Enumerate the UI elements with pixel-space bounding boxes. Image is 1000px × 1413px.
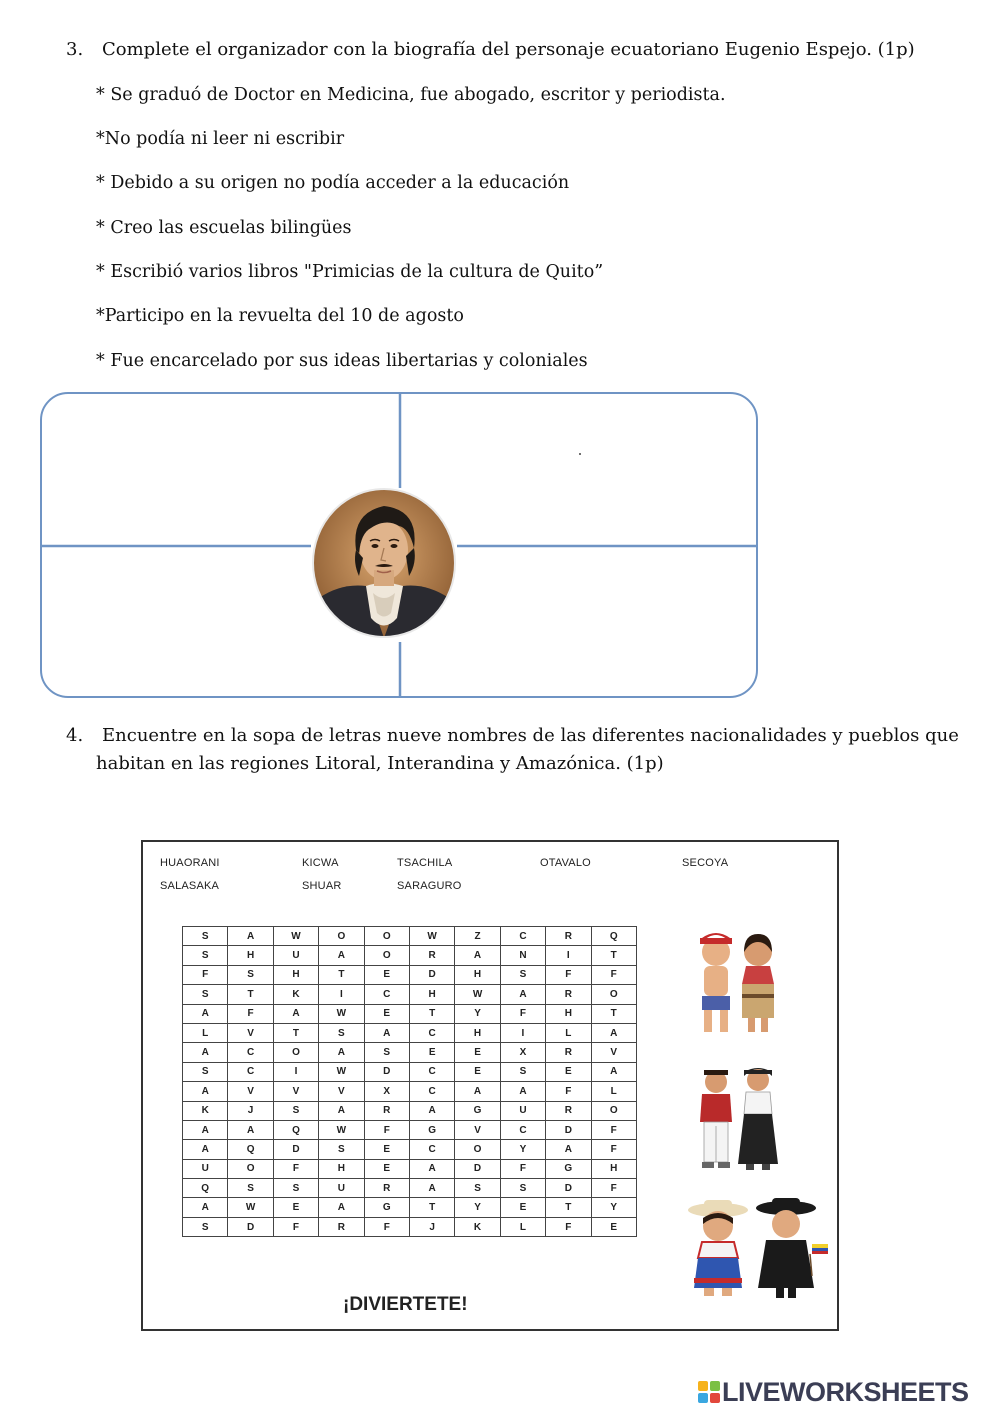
grid-cell[interactable]: L — [183, 1023, 228, 1042]
grid-cell[interactable]: A — [409, 1179, 454, 1198]
grid-row — [183, 1004, 637, 1023]
word-item: SHUAR — [302, 880, 342, 892]
grid-cell[interactable]: D — [546, 1179, 591, 1198]
grid-row — [183, 1082, 637, 1101]
grid-cell[interactable]: S — [500, 1062, 545, 1081]
grid-row — [183, 1023, 637, 1042]
grid-cell[interactable]: T — [591, 946, 636, 965]
grid-cell[interactable]: F — [273, 1217, 318, 1236]
grid-cell[interactable]: F — [546, 965, 591, 984]
grid-cell[interactable]: S — [183, 946, 228, 965]
grid-cell[interactable]: O — [364, 927, 409, 946]
grid-cell[interactable]: H — [546, 1004, 591, 1023]
grid-cell[interactable]: A — [455, 946, 500, 965]
grid-cell[interactable]: F — [273, 1159, 318, 1178]
grid-cell[interactable]: C — [364, 985, 409, 1004]
grid-cell[interactable]: F — [591, 1140, 636, 1159]
grid-cell[interactable]: E — [409, 1043, 454, 1062]
grid-cell[interactable]: R — [364, 1179, 409, 1198]
grid-cell[interactable]: G — [546, 1159, 591, 1178]
grid-cell[interactable]: R — [546, 985, 591, 1004]
grid-cell[interactable]: F — [364, 1120, 409, 1139]
grid-cell[interactable]: J — [228, 1101, 273, 1120]
grid-cell[interactable]: K — [183, 1101, 228, 1120]
grid-cell[interactable]: H — [273, 965, 318, 984]
grid-cell[interactable]: C — [228, 1062, 273, 1081]
grid-cell[interactable]: E — [273, 1198, 318, 1217]
grid-cell[interactable]: U — [319, 1179, 364, 1198]
grid-cell[interactable]: A — [319, 1043, 364, 1062]
grid-cell[interactable]: F — [500, 1004, 545, 1023]
grid-cell[interactable]: V — [228, 1023, 273, 1042]
grid-cell[interactable]: R — [364, 1101, 409, 1120]
grid-cell[interactable]: O — [455, 1140, 500, 1159]
word-item: HUAORANI — [160, 857, 220, 869]
bio-item: * Escribió varios libros "Primicias de la cultura de Quito” — [96, 262, 604, 282]
grid-cell[interactable]: W — [228, 1198, 273, 1217]
grid-cell[interactable]: D — [409, 965, 454, 984]
grid-cell[interactable]: S — [183, 927, 228, 946]
bio-item: * Se graduó de Doctor en Medicina, fue abogado, escritor y periodista. — [96, 85, 726, 105]
grid-row — [183, 1159, 637, 1178]
grid-cell[interactable]: Q — [183, 1179, 228, 1198]
grid-cell[interactable]: S — [183, 1062, 228, 1081]
word-item: KICWA — [302, 857, 339, 869]
grid-cell[interactable]: A — [273, 1004, 318, 1023]
grid-cell[interactable]: A — [591, 1062, 636, 1081]
grid-cell[interactable]: E — [364, 1140, 409, 1159]
grid-cell[interactable]: S — [500, 965, 545, 984]
grid-cell[interactable]: W — [409, 927, 454, 946]
grid-cell[interactable]: E — [500, 1198, 545, 1217]
grid-cell[interactable]: F — [546, 1217, 591, 1236]
grid-cell[interactable]: F — [591, 1179, 636, 1198]
grid-cell[interactable]: H — [455, 1023, 500, 1042]
grid-cell[interactable]: Y — [455, 1198, 500, 1217]
grid-cell[interactable]: E — [455, 1062, 500, 1081]
bio-item: * Debido a su origen no podía acceder a la educación — [96, 173, 570, 193]
grid-cell[interactable]: F — [591, 1120, 636, 1139]
grid-cell[interactable]: T — [319, 965, 364, 984]
grid-cell[interactable]: A — [319, 946, 364, 965]
grid-cell[interactable]: S — [183, 1217, 228, 1236]
grid-cell[interactable]: G — [409, 1120, 454, 1139]
grid-cell[interactable]: R — [546, 1043, 591, 1062]
grid-cell[interactable]: I — [546, 946, 591, 965]
grid-cell[interactable]: Y — [591, 1198, 636, 1217]
grid-cell[interactable]: I — [273, 1062, 318, 1081]
grid-cell[interactable]: A — [546, 1140, 591, 1159]
grid-cell[interactable]: K — [273, 985, 318, 1004]
grid-cell[interactable]: S — [228, 965, 273, 984]
grid-row — [183, 946, 637, 965]
grid-cell[interactable]: T — [228, 985, 273, 1004]
grid-cell[interactable]: J — [409, 1217, 454, 1236]
grid-cell[interactable]: X — [500, 1043, 545, 1062]
grid-cell[interactable]: A — [591, 1023, 636, 1042]
grid-cell[interactable]: E — [364, 1004, 409, 1023]
grid-cell[interactable]: F — [500, 1159, 545, 1178]
coastal-couple-figure — [686, 924, 786, 1036]
question-4-title — [66, 724, 959, 748]
grid-cell[interactable]: Q — [228, 1140, 273, 1159]
grid-cell[interactable]: V — [273, 1082, 318, 1101]
grid-cell[interactable]: U — [183, 1159, 228, 1178]
grid-cell[interactable]: A — [319, 1198, 364, 1217]
grid-cell[interactable]: A — [455, 1082, 500, 1101]
grid-cell[interactable]: U — [500, 1101, 545, 1120]
grid-row — [183, 927, 637, 946]
grid-cell[interactable]: T — [409, 1004, 454, 1023]
grid-cell[interactable]: D — [228, 1217, 273, 1236]
bio-item: *No podía ni leer ni escribir — [96, 129, 345, 149]
grid-cell[interactable]: R — [319, 1217, 364, 1236]
grid-cell[interactable]: A — [183, 1120, 228, 1139]
liveworksheets-logo[interactable]: LIVEWORKSHEETS — [722, 1377, 969, 1407]
grid-cell[interactable]: A — [228, 927, 273, 946]
grid-cell[interactable]: L — [591, 1082, 636, 1101]
grid-cell[interactable]: A — [183, 1198, 228, 1217]
grid-row — [183, 1198, 637, 1217]
word-item: SECOYA — [682, 857, 729, 869]
grid-row — [183, 1062, 637, 1081]
grid-cell[interactable]: W — [273, 927, 318, 946]
grid-cell[interactable]: S — [273, 1179, 318, 1198]
bio-item: * Fue encarcelado por sus ideas libertarias y coloniales — [96, 351, 588, 371]
grid-cell[interactable]: R — [546, 927, 591, 946]
grid-cell[interactable]: G — [455, 1101, 500, 1120]
grid-cell[interactable]: S — [183, 985, 228, 1004]
grid-cell[interactable]: O — [591, 985, 636, 1004]
grid-row — [183, 1217, 637, 1236]
bio-item: *Participo en la revuelta del 10 de agosto — [96, 306, 464, 326]
grid-cell[interactable]: W — [455, 985, 500, 1004]
grid-row — [183, 985, 637, 1004]
grid-row — [183, 1179, 637, 1198]
grid-cell[interactable]: I — [500, 1023, 545, 1042]
grid-cell[interactable]: A — [409, 1101, 454, 1120]
word-item: TSACHILA — [397, 857, 453, 869]
grid-cell[interactable]: S — [364, 1043, 409, 1062]
grid-cell[interactable]: S — [455, 1179, 500, 1198]
grid-cell[interactable]: E — [546, 1062, 591, 1081]
question-4-line2: habitan en las regiones Litoral, Interandina y Amazónica. (1p) — [96, 753, 664, 774]
grid-cell[interactable]: A — [183, 1082, 228, 1101]
grid-cell[interactable]: F — [183, 965, 228, 984]
grid-cell[interactable]: U — [273, 946, 318, 965]
grid-cell[interactable]: L — [500, 1217, 545, 1236]
grid-cell[interactable]: C — [409, 1023, 454, 1042]
grid-cell[interactable]: A — [409, 1159, 454, 1178]
grid-cell[interactable]: V — [228, 1082, 273, 1101]
grid-cell[interactable]: X — [364, 1082, 409, 1101]
grid-cell[interactable]: A — [500, 1082, 545, 1101]
bio-item: * Creo las escuelas bilingües — [96, 218, 352, 238]
grid-cell[interactable]: T — [591, 1004, 636, 1023]
grid-cell[interactable]: T — [546, 1198, 591, 1217]
grid-row — [183, 965, 637, 984]
grid-cell[interactable]: D — [273, 1140, 318, 1159]
grid-cell[interactable]: A — [319, 1101, 364, 1120]
grid-cell[interactable]: E — [591, 1217, 636, 1236]
grid-cell[interactable]: C — [409, 1062, 454, 1081]
grid-cell[interactable]: Z — [455, 927, 500, 946]
question-4-line1: Encuentre en la sopa de letras nueve nombres de las diferentes nacionalidades y pueblos que — [102, 725, 959, 746]
grid-cell[interactable]: O — [273, 1043, 318, 1062]
grid-cell[interactable]: V — [591, 1043, 636, 1062]
grid-cell[interactable]: C — [500, 927, 545, 946]
espejo-portrait — [311, 488, 457, 638]
grid-cell[interactable]: T — [409, 1198, 454, 1217]
question-3-number: 3. — [66, 39, 84, 60]
grid-cell[interactable]: O — [364, 946, 409, 965]
grid-cell[interactable]: V — [455, 1120, 500, 1139]
grid-cell[interactable]: O — [228, 1159, 273, 1178]
grid-cell[interactable]: T — [273, 1023, 318, 1042]
grid-row — [183, 1120, 637, 1139]
grid-cell[interactable]: V — [319, 1082, 364, 1101]
grid-cell[interactable]: Y — [500, 1140, 545, 1159]
grid-cell[interactable]: F — [591, 965, 636, 984]
liveworksheets-logo-icon — [698, 1381, 720, 1403]
grid-cell[interactable]: E — [364, 1159, 409, 1178]
grid-cell[interactable]: F — [364, 1217, 409, 1236]
grid-cell[interactable]: D — [546, 1120, 591, 1139]
grid-cell[interactable]: Q — [273, 1120, 318, 1139]
grid-cell[interactable]: S — [273, 1101, 318, 1120]
grid-cell[interactable]: D — [364, 1062, 409, 1081]
grid-cell[interactable]: A — [228, 1120, 273, 1139]
grid-cell[interactable]: S — [319, 1023, 364, 1042]
grid-cell[interactable]: I — [319, 985, 364, 1004]
word-item: SALASAKA — [160, 880, 220, 892]
grid-cell[interactable]: A — [183, 1043, 228, 1062]
grid-cell[interactable]: F — [228, 1004, 273, 1023]
grid-cell[interactable]: D — [455, 1159, 500, 1178]
grid-cell[interactable]: C — [409, 1140, 454, 1159]
grid-cell[interactable]: A — [183, 1140, 228, 1159]
grid-cell[interactable]: S — [319, 1140, 364, 1159]
grid-cell[interactable]: F — [546, 1082, 591, 1101]
grid-cell[interactable]: W — [319, 1062, 364, 1081]
grid-cell[interactable]: H — [228, 946, 273, 965]
fun-footer: ¡DIVIERTETE! — [343, 1294, 468, 1315]
grid-cell[interactable]: A — [364, 1023, 409, 1042]
grid-cell[interactable]: C — [500, 1120, 545, 1139]
grid-cell[interactable]: O — [591, 1101, 636, 1120]
question-3-text: Complete el organizador con la biografía del personaje ecuatoriano Eugenio Espejo. (1p) — [102, 39, 915, 60]
grid-cell[interactable]: G — [364, 1198, 409, 1217]
grid-cell[interactable]: A — [183, 1004, 228, 1023]
grid-cell[interactable]: W — [319, 1004, 364, 1023]
grid-cell[interactable]: H — [409, 985, 454, 1004]
grid-cell[interactable]: N — [500, 946, 545, 965]
grid-row — [183, 1101, 637, 1120]
grid-cell[interactable]: S — [228, 1179, 273, 1198]
question-4-number: 4. — [66, 725, 84, 746]
grid-cell[interactable]: Q — [591, 927, 636, 946]
grid-cell[interactable]: A — [500, 985, 545, 1004]
grid-cell[interactable]: E — [455, 1043, 500, 1062]
grid-row — [183, 1043, 637, 1062]
grid-cell[interactable]: C — [409, 1082, 454, 1101]
grid-row — [183, 1140, 637, 1159]
grid-cell[interactable]: R — [546, 1101, 591, 1120]
grid-cell[interactable]: Y — [455, 1004, 500, 1023]
word-search-grid[interactable] — [182, 926, 637, 1237]
word-item: OTAVALO — [540, 857, 591, 869]
grid-cell[interactable]: H — [455, 965, 500, 984]
grid-cell[interactable]: S — [500, 1179, 545, 1198]
grid-cell[interactable]: H — [319, 1159, 364, 1178]
word-item: SARAGURO — [397, 880, 462, 892]
grid-cell[interactable]: R — [409, 946, 454, 965]
grid-cell[interactable]: K — [455, 1217, 500, 1236]
grid-cell[interactable]: H — [591, 1159, 636, 1178]
andean-couple-figure — [686, 1064, 786, 1176]
grid-cell[interactable]: E — [364, 965, 409, 984]
grid-cell[interactable]: L — [546, 1023, 591, 1042]
grid-cell[interactable]: O — [319, 927, 364, 946]
grid-cell[interactable]: C — [228, 1043, 273, 1062]
grid-cell[interactable]: W — [319, 1120, 364, 1139]
saraguro-couple-figure — [686, 1196, 832, 1302]
